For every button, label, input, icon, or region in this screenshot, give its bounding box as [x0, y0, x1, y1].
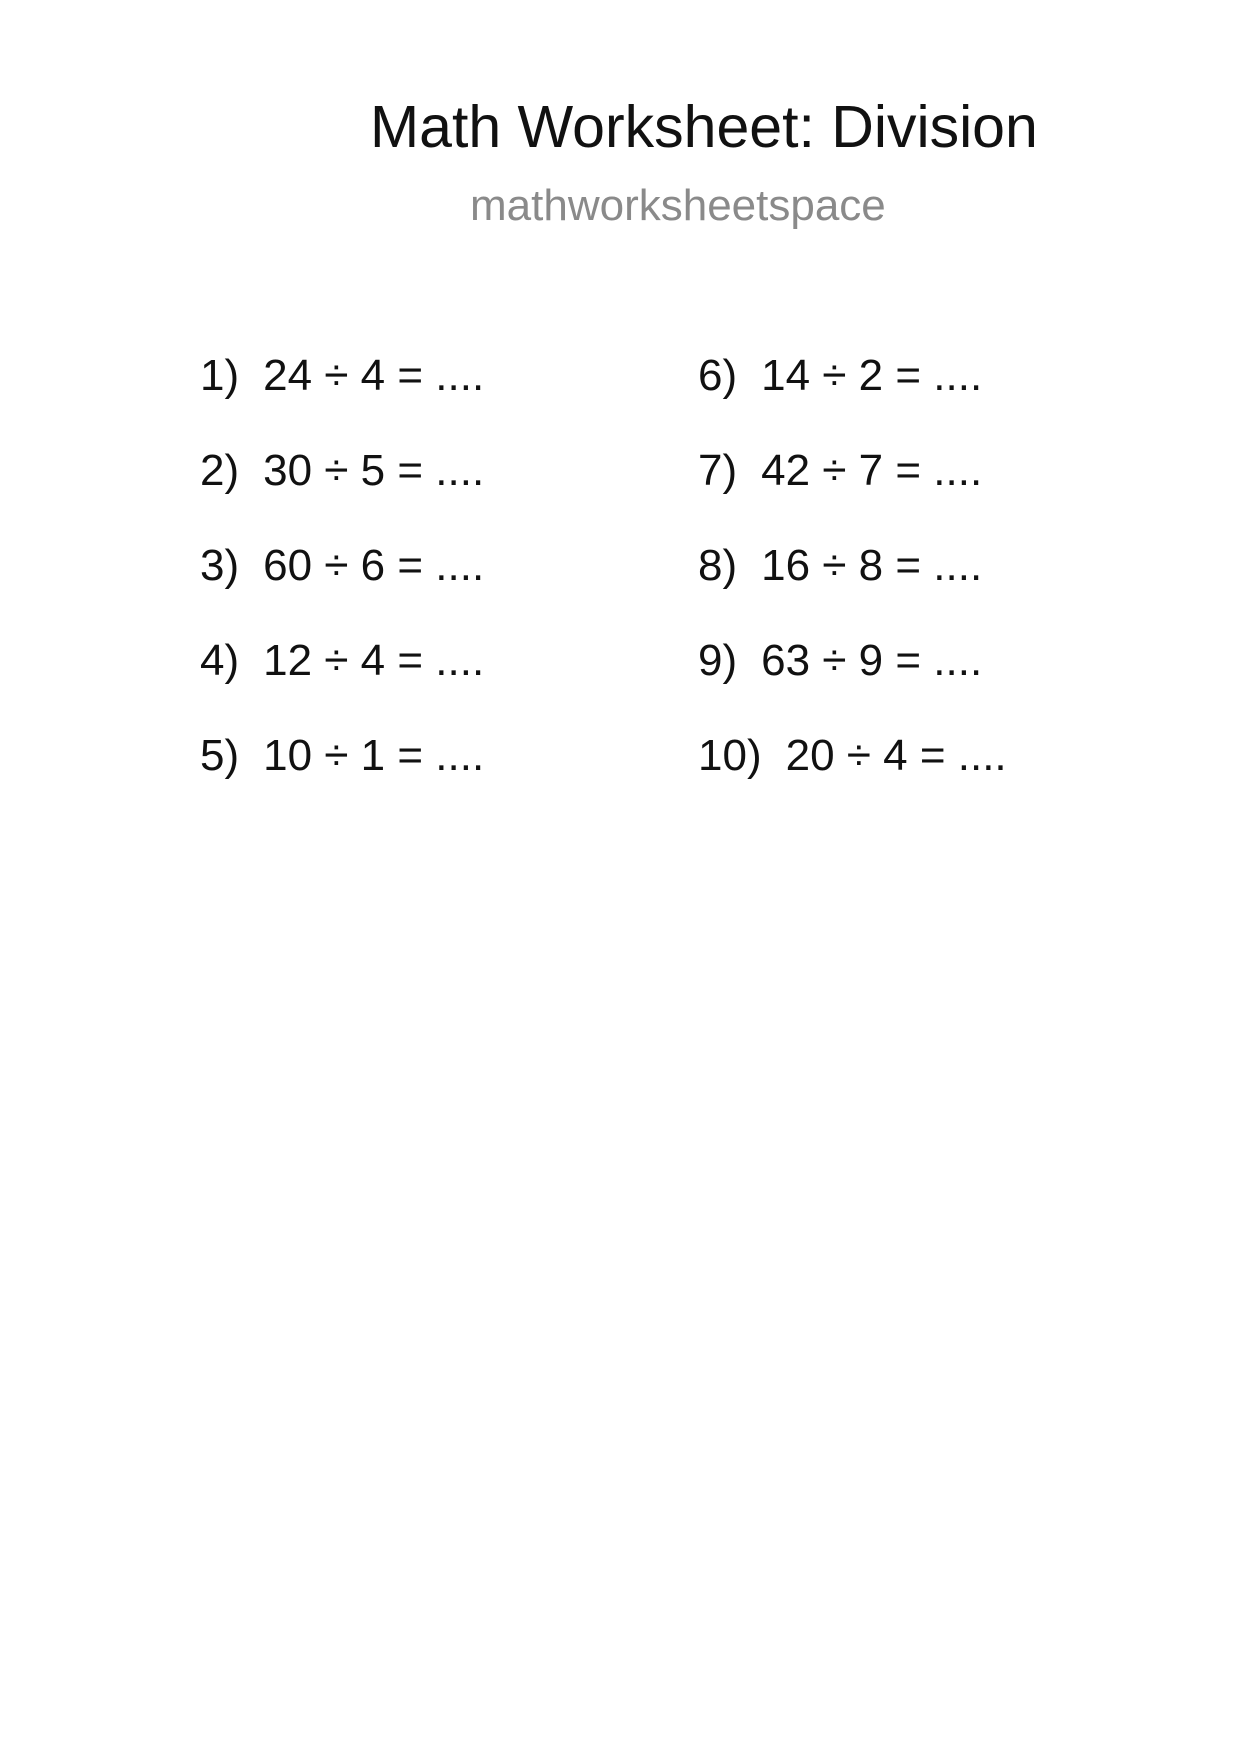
worksheet-title: Math Worksheet: Division [370, 94, 1038, 160]
problem-expression: 16 ÷ 8 = .... [761, 541, 983, 590]
problem-number: 9) [698, 636, 738, 685]
problem-8 [698, 541, 982, 591]
problem-expression: 63 ÷ 9 = .... [761, 636, 983, 685]
problem-number: 7) [698, 446, 738, 495]
problem-expression: 20 ÷ 4 = .... [785, 731, 1007, 780]
problem-expression: 42 ÷ 7 = .... [761, 446, 983, 495]
problem-expression: 12 ÷ 4 = .... [263, 636, 485, 685]
problem-7 [698, 446, 982, 496]
problem-number: 5) [200, 731, 240, 780]
problem-expression: 10 ÷ 1 = .... [263, 731, 485, 780]
problem-expression: 60 ÷ 6 = .... [263, 541, 485, 590]
problem-2 [200, 446, 484, 496]
problem-number: 2) [200, 446, 240, 495]
problem-10 [698, 731, 1007, 781]
problem-number: 8) [698, 541, 738, 590]
problem-9 [698, 636, 982, 686]
problem-5 [200, 731, 484, 781]
problem-4 [200, 636, 484, 686]
problem-1 [200, 351, 484, 401]
problem-3 [200, 541, 484, 591]
problem-number: 3) [200, 541, 240, 590]
problem-number: 6) [698, 351, 738, 400]
problem-number: 1) [200, 351, 240, 400]
worksheet-subtitle: mathworksheetspace [470, 181, 886, 230]
problem-number: 4) [200, 636, 240, 685]
problem-number: 10) [698, 731, 762, 780]
problem-6 [698, 351, 982, 401]
problem-expression: 14 ÷ 2 = .... [761, 351, 983, 400]
problem-expression: 30 ÷ 5 = .... [263, 446, 485, 495]
problem-expression: 24 ÷ 4 = .... [263, 351, 485, 400]
